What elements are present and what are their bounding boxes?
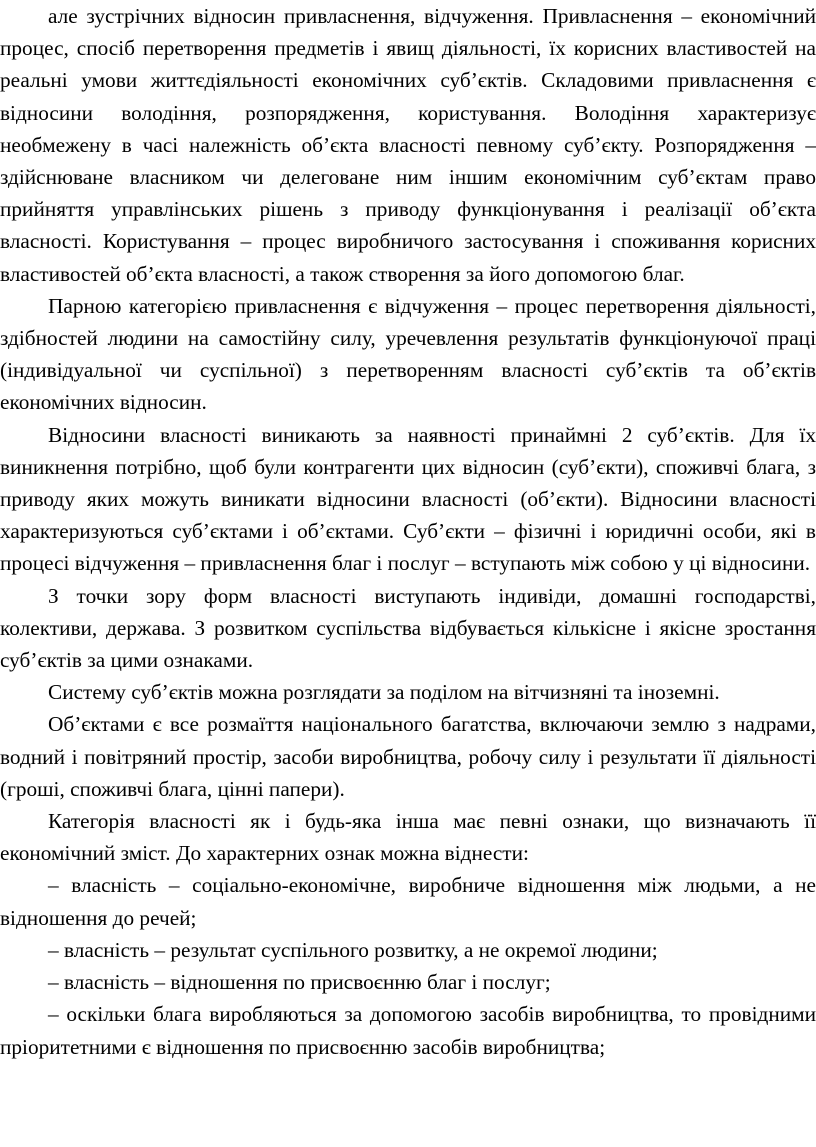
paragraph-objects: Об’єктами є все розмаїття національного багатства, включаючи землю з надрами, водний і повітряний простір, засоби виробництва, робочу силу і результати її діяльності (гроші, споживчі блага, цінні папери).	[0, 712, 816, 801]
paragraph-subject-system: Систему суб’єктів можна розглядати за поділом на вітчизняні та іноземні.	[48, 680, 720, 705]
paragraph-property-relations: Відносини власності виникають за наявності принаймні 2 суб’єктів. Для їх виникнення потрібно, щоб були контрагенти цих відносин (суб’єкти), споживчі блага, з приводу яких можуть виникати відносини власності (об’єкти). Відносини власності характеризуються суб’єктами і об’єктами. Суб’єкти – фізичні і юридичні особи, які в процесі відчуження – привласнення благ і послуг – вступають між собою у ці відносини.	[0, 422, 816, 576]
list-item-feature-3: – власність – відношення по присвоєнню благ і послуг;	[48, 970, 551, 995]
paragraph-alienation: Парною категорією привласнення є відчуження – процес перетворення діяльності, здібностей людини на самостійну силу, уречевлення результатів функціонуючої праці (індивідуальної чи суспільної) з перетворенням власності суб’єктів та об’єктів економічних відносин.	[0, 293, 816, 415]
list-item-feature-4: – оскільки блага виробляються за допомогою засобів виробництва, то провідними пріоритетними є відношення по присвоєнню засобів виробництва;	[0, 1002, 816, 1059]
list-item-feature-1: – власність – соціально-економічне, виробниче відношення між людьми, а не відношення до речей;	[0, 873, 816, 930]
paragraph-property-forms: З точки зору форм власності виступають індивіди, домашні господарстві, колективи, держава. З розвитком суспільства відбувається кількісне і якісне зростання суб’єктів за цими ознаками.	[0, 583, 816, 673]
paragraph-property-features: Категорія власності як і будь-яка інша має певні ознаки, що визначають її економічний зміст. До характерних ознак можна віднести:	[0, 809, 816, 866]
list-item-feature-2: – власність – результат суспільного розвитку, а не окремої людини;	[48, 937, 658, 962]
paragraph-ownership-appropriation: але зустрічних відносин привласнення, відчуження. Привласнення – економічний процес, спосіб перетворення предметів і явищ діяльності, їх корисних властивостей на реальні умови життєдіяльності економічних суб’єктів. Складовими привласнення є відносини володіння, розпорядження, користування. Володіння характеризує необмежену в часі належність об’єкта власності певному суб’єкту. Розпорядження – здійснюване власником чи делеговане ним іншим економічним суб’єктам право прийняття управлінських рішень з приводу функціонування і реалізації об’єкта власності. Користування – процес виробничого застосування і споживання корисних властивостей об’єкта власності, а також створення за його допомогою благ.	[0, 4, 816, 286]
